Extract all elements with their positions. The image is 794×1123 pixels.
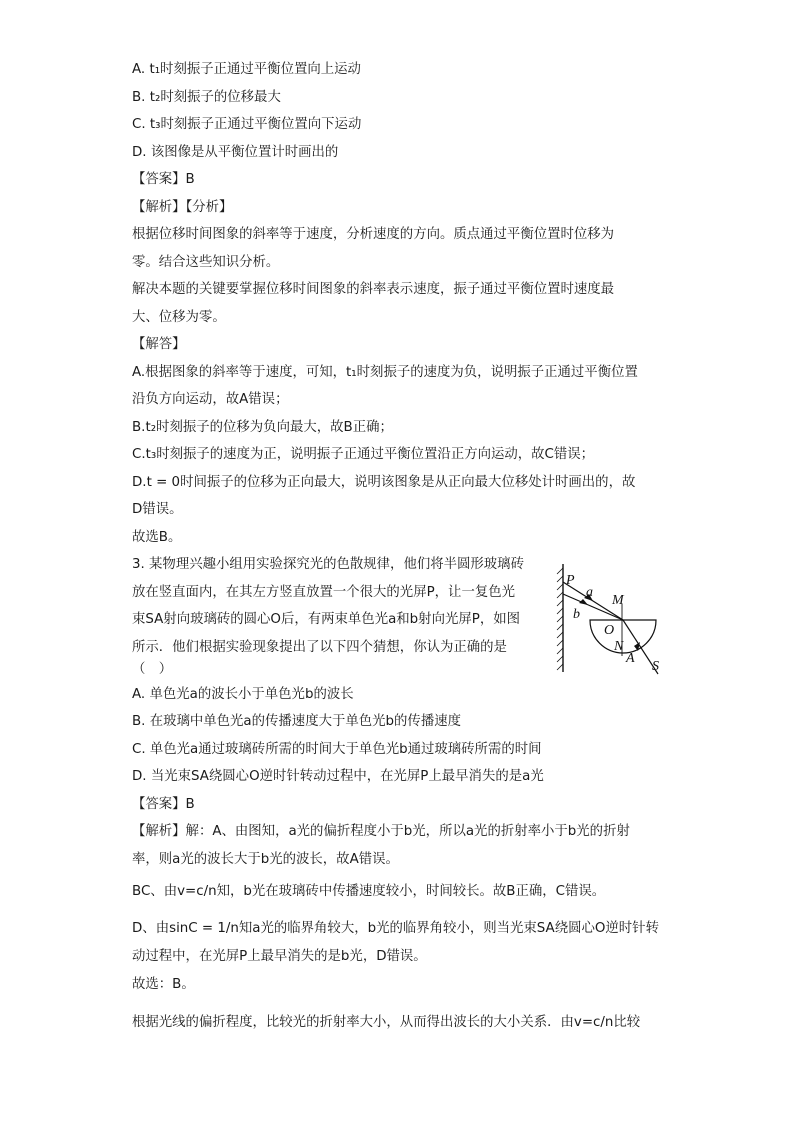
analysis-text: 解决本题的关键要掌握位移时间图象的斜率表示速度，振子通过平衡位置时速度最: [132, 282, 615, 297]
question-3-text: 所示．他们根据实验现象提出了以下四个猜想，你认为正确的是: [132, 640, 507, 655]
option-b-line: B. 在玻璃中单色光a的传播速度大于单色光b的传播速度: [132, 714, 461, 729]
solution-text: C.t₃时刻振子的速度为正，说明振子正通过平衡位置沿正方向运动，故C错误；: [132, 447, 595, 462]
label-m: M: [612, 593, 624, 608]
conclusion-line: 故选B。: [132, 530, 182, 545]
analysis-text: 根据位移时间图象的斜率等于速度，分析速度的方向。质点通过平衡位置时位移为: [132, 227, 615, 242]
answer-line: 【答案】B: [132, 797, 195, 812]
solution-text: D.t = 0时间振子的位移为正向最大，说明该图象是从正向最大位移处计时画出的，故: [132, 475, 636, 490]
refraction-diagram: [548, 556, 674, 676]
solution-text: 沿负方向运动，故A错误；: [132, 392, 289, 407]
analysis-text: 大、位移为零。: [132, 310, 226, 325]
optics-figure: [548, 556, 674, 676]
question-3-text: 放在竖直面内，在其左方竖直放置一个很大的光屏P，让一复色光: [132, 585, 516, 600]
option-d-line: D. 该图像是从平衡位置计时画出的: [132, 145, 339, 160]
analysis-text: 零。结合这些知识分析。: [132, 255, 280, 270]
explanation-text: 率，则a光的波长大于b光的波长，故A错误。: [132, 852, 399, 867]
option-a-line: A. t₁时刻振子正通过平衡位置向上运动: [132, 62, 361, 77]
incident-arrow: [634, 642, 640, 651]
conclusion-line: 故选：B。: [132, 977, 195, 992]
label-o: O: [604, 623, 615, 638]
label-p: P: [566, 573, 575, 588]
label-b: b: [573, 607, 580, 622]
explanation-text: BC、由v=c/n知，b光在玻璃砖中传播速度较小，时间较长。故B正确，C错误。: [132, 884, 606, 899]
solution-text: A.根据图象的斜率等于速度，可知，t₁时刻振子的速度为负，说明振子正通过平衡位置: [132, 365, 638, 380]
solution-text: B.t₂时刻振子的位移为负向最大，故B正确；: [132, 420, 393, 435]
solution-text: D错误。: [132, 502, 183, 517]
question-3-text: 3. 某物理兴趣小组用实验探究光的色散规律，他们将半圆形玻璃砖: [132, 557, 524, 572]
explanation-text: D、由sinC = 1/n知a光的临界角较大，b光的临界角较小，则当光束SA绕圆心O逆时针转: [132, 921, 659, 936]
option-d-line: D. 当光束SA绕圆心O逆时针转动过程中，在光屏P上最早消失的是a光: [132, 769, 544, 784]
solution-heading: 【解答】: [132, 337, 186, 352]
screen-hatching: [557, 568, 563, 670]
explanation-text: 动过程中，在光屏P上最早消失的是b光，D错误。: [132, 949, 427, 964]
option-c-line: C. 单色光a通过玻璃砖所需的时间大于单色光b通过玻璃砖所需的时间: [132, 742, 542, 757]
answer-line: 【答案】B: [132, 172, 195, 187]
label-n: N: [614, 639, 624, 654]
label-s: S: [652, 659, 659, 674]
analysis-heading: 【解析】【分析】: [132, 200, 233, 215]
label-a: a: [586, 585, 593, 600]
explanation-text: 【解析】解：A、由图知，a光的偏折程度小于b光，所以a光的折射率小于b光的折射: [132, 824, 630, 839]
option-c-line: C. t₃时刻振子正通过平衡位置向下运动: [132, 117, 362, 132]
option-a-line: A. 单色光a的波长小于单色光b的波长: [132, 687, 354, 702]
question-3-text: 束SA射向玻璃砖的圆心O后，有两束单色光a和b射向光屏P，如图: [132, 612, 520, 627]
explanation-text: 根据光线的偏折程度，比较光的折射率大小，从而得出波长的大小关系．由v=c/n比较: [132, 1015, 641, 1030]
label-a-point: A: [626, 651, 635, 666]
question-3-bracket: （ ）: [132, 662, 173, 677]
option-b-line: B. t₂时刻振子的位移最大: [132, 90, 281, 105]
